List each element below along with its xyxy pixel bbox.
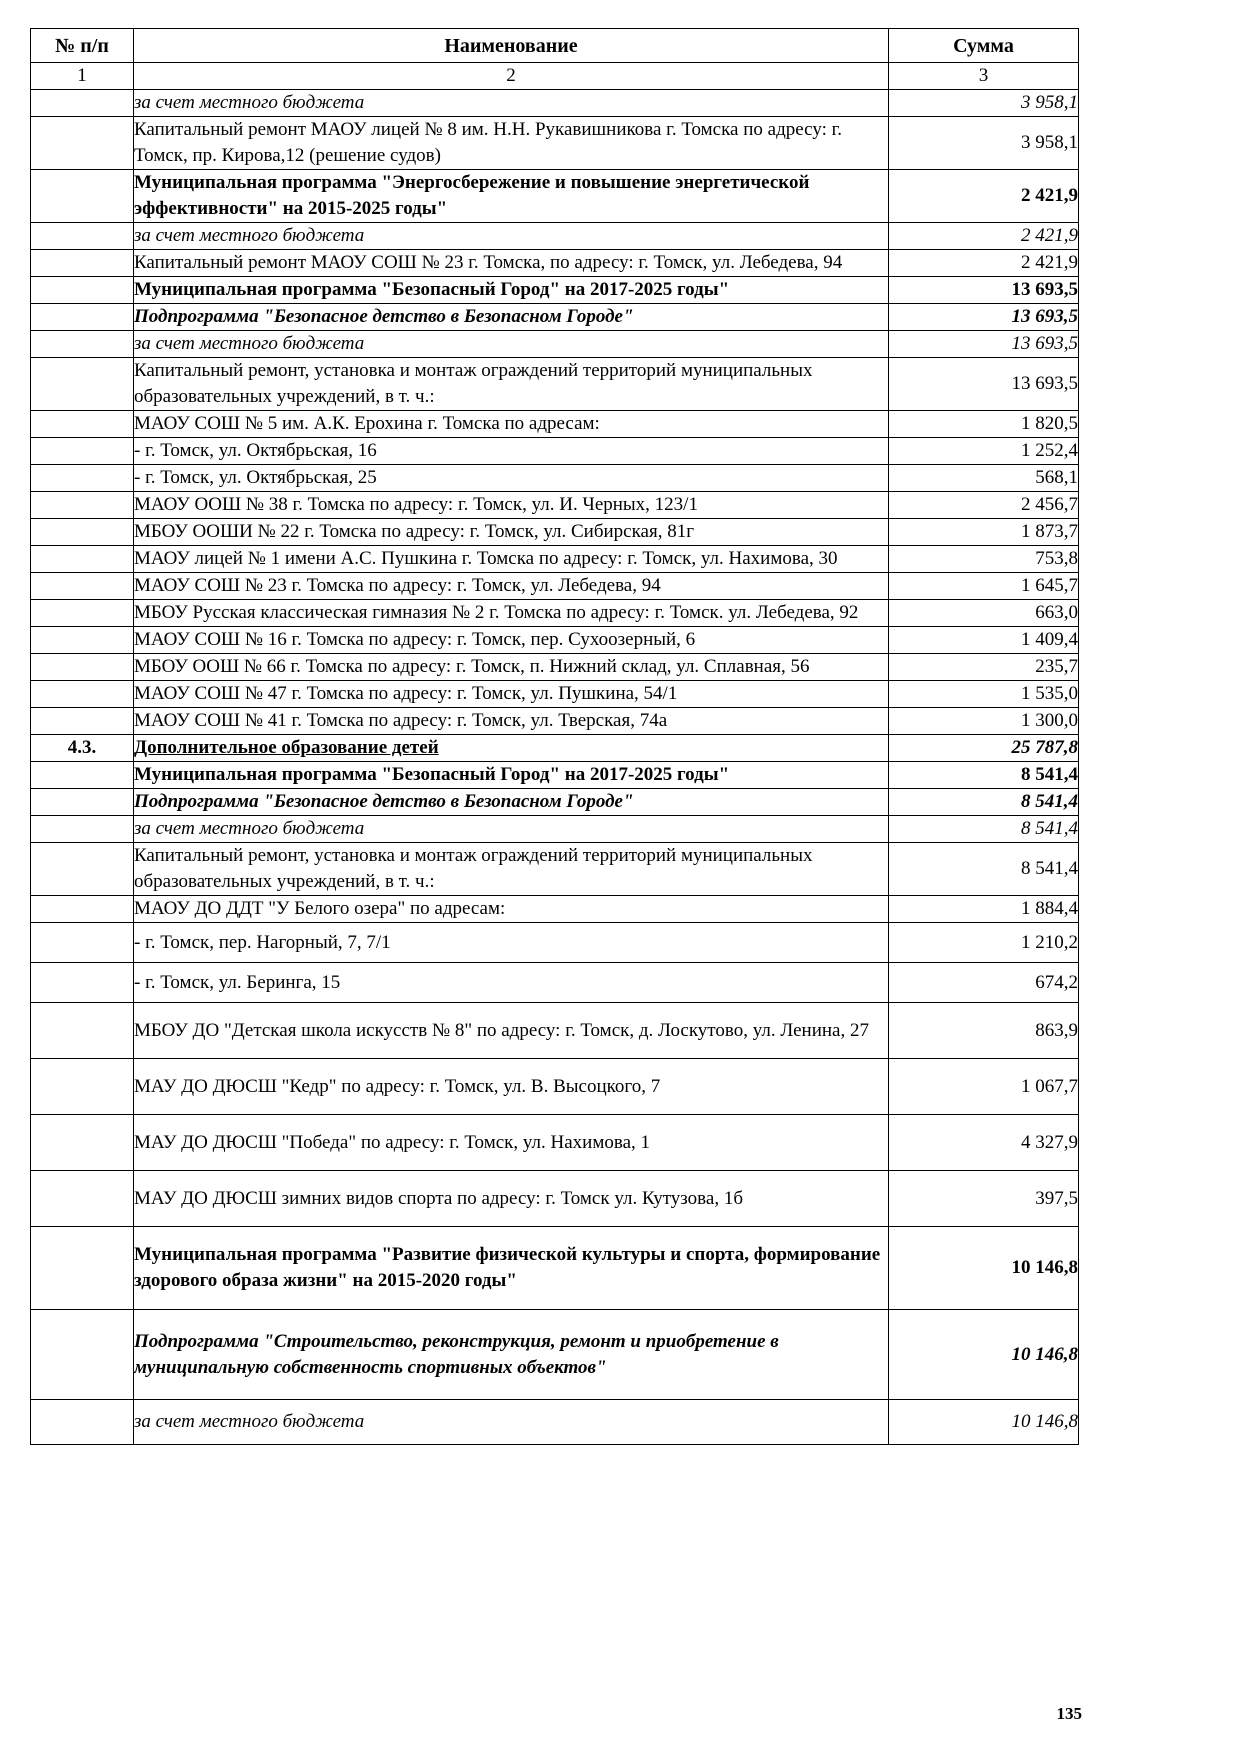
cell-number [31, 896, 134, 923]
cell-sum: 10 146,8 [889, 1227, 1079, 1310]
table-row [31, 411, 1079, 438]
table-row [31, 1115, 1079, 1171]
cell-number [31, 117, 134, 170]
cell-number [31, 1310, 134, 1400]
cell-number [31, 411, 134, 438]
cell-number [31, 1171, 134, 1227]
cell-sum: 10 146,8 [889, 1310, 1079, 1400]
cell-name: - г. Томск, пер. Нагорный, 7, 7/1 [134, 923, 889, 963]
cell-number [31, 358, 134, 411]
cell-name: МБОУ Русская классическая гимназия № 2 г. Томска по адресу: г. Томск. ул. Лебедева, 92 [134, 600, 889, 627]
table-row [31, 90, 1079, 117]
cell-number [31, 304, 134, 331]
cell-number [31, 600, 134, 627]
cell-number [31, 627, 134, 654]
cell-sum: 8 541,4 [889, 789, 1079, 816]
cell-name: МБОУ ООШ № 66 г. Томска по адресу: г. Томск, п. Нижний склад, ул. Сплавная, 56 [134, 654, 889, 681]
cell-sum: 3 958,1 [889, 90, 1079, 117]
cell-sum: 663,0 [889, 600, 1079, 627]
cell-sum: 2 421,9 [889, 170, 1079, 223]
cell-number [31, 843, 134, 896]
cell-number [31, 1227, 134, 1310]
cell-sum: 674,2 [889, 963, 1079, 1003]
cell-name: - г. Томск, ул. Беринга, 15 [134, 963, 889, 1003]
column-header-sum: Сумма [889, 29, 1079, 63]
cell-name: - г. Томск, ул. Октябрьская, 25 [134, 465, 889, 492]
cell-sum: 2 421,9 [889, 223, 1079, 250]
table-row [31, 789, 1079, 816]
cell-sum: 863,9 [889, 1003, 1079, 1059]
cell-number [31, 519, 134, 546]
cell-name: за счет местного бюджета [134, 223, 889, 250]
table-row [31, 1059, 1079, 1115]
cell-name: МАУ ДО ДЮСШ зимних видов спорта по адресу: г. Томск ул. Кутузова, 1б [134, 1171, 889, 1227]
table-row [31, 223, 1079, 250]
cell-sum: 1 300,0 [889, 708, 1079, 735]
cell-name: Капитальный ремонт, установка и монтаж ограждений территорий муниципальных образовательных учреждений, в т. ч.: [134, 358, 889, 411]
cell-sum: 2 421,9 [889, 250, 1079, 277]
cell-name: за счет местного бюджета [134, 816, 889, 843]
cell-sum: 1 884,4 [889, 896, 1079, 923]
table-row [31, 1400, 1079, 1445]
cell-number [31, 438, 134, 465]
cell-name: за счет местного бюджета [134, 90, 889, 117]
cell-name: Капитальный ремонт, установка и монтаж ограждений территорий муниципальных образовательных учреждений, в т. ч.: [134, 843, 889, 896]
table-row [31, 492, 1079, 519]
page-number: 135 [1056, 1704, 1082, 1723]
cell-sum: 1 820,5 [889, 411, 1079, 438]
table-row [31, 438, 1079, 465]
table-row [31, 117, 1079, 170]
table-row [31, 843, 1079, 896]
cell-sum: 3 958,1 [889, 117, 1079, 170]
cell-name: МАУ ДО ДЮСШ "Победа" по адресу: г. Томск, ул. Нахимова, 1 [134, 1115, 889, 1171]
table-body [31, 90, 1079, 1445]
cell-name: Капитальный ремонт МАОУ лицей № 8 им. Н.Н. Рукавишникова г. Томска по адресу: г. Томск, пр. Кирова,12 (решение судов) [134, 117, 889, 170]
table-row [31, 654, 1079, 681]
table-row [31, 519, 1079, 546]
cell-name: МБОУ ДО "Детская школа искусств № 8" по адресу: г. Томск, д. Лоскутово, ул. Ленина, 27 [134, 1003, 889, 1059]
header-row [31, 29, 1079, 63]
table-row [31, 170, 1079, 223]
cell-sum: 1 210,2 [889, 923, 1079, 963]
subheader-row [31, 63, 1079, 90]
column-index-2: 2 [134, 63, 889, 90]
cell-sum: 8 541,4 [889, 816, 1079, 843]
cell-number [31, 492, 134, 519]
cell-sum: 1 067,7 [889, 1059, 1079, 1115]
cell-sum: 13 693,5 [889, 331, 1079, 358]
table-row [31, 358, 1079, 411]
cell-number [31, 465, 134, 492]
table-row [31, 304, 1079, 331]
cell-sum: 1 535,0 [889, 681, 1079, 708]
cell-sum: 753,8 [889, 546, 1079, 573]
cell-number [31, 1059, 134, 1115]
cell-number [31, 90, 134, 117]
cell-sum: 13 693,5 [889, 304, 1079, 331]
cell-number [31, 1003, 134, 1059]
cell-name: МАОУ СОШ № 5 им. А.К. Ерохина г. Томска по адресам: [134, 411, 889, 438]
cell-name: Муниципальная программа "Развитие физической культуры и спорта, формирование здорового образа жизни" на 2015-2020 годы" [134, 1227, 889, 1310]
table-row [31, 546, 1079, 573]
budget-table [30, 28, 1079, 1445]
cell-name: Дополнительное образование детей [134, 735, 889, 762]
cell-name: Подпрограмма "Безопасное детство в Безопасном Городе" [134, 304, 889, 331]
cell-name: Муниципальная программа "Безопасный Город" на 2017-2025 годы" [134, 277, 889, 304]
table-row [31, 627, 1079, 654]
cell-sum: 8 541,4 [889, 843, 1079, 896]
cell-number [31, 789, 134, 816]
cell-sum: 1 252,4 [889, 438, 1079, 465]
column-index-1: 1 [31, 63, 134, 90]
table-head [31, 29, 1079, 90]
table-row [31, 1171, 1079, 1227]
cell-number [31, 923, 134, 963]
table-row [31, 250, 1079, 277]
cell-sum: 10 146,8 [889, 1400, 1079, 1445]
cell-number [31, 654, 134, 681]
cell-sum: 568,1 [889, 465, 1079, 492]
cell-name: Муниципальная программа "Энергосбережение и повышение энергетической эффективности" на 2015-2025 годы" [134, 170, 889, 223]
cell-number [31, 277, 134, 304]
table-row [31, 573, 1079, 600]
table-row [31, 762, 1079, 789]
cell-number [31, 573, 134, 600]
cell-name: МАОУ СОШ № 16 г. Томска по адресу: г. Томск, пер. Сухоозерный, 6 [134, 627, 889, 654]
table-row [31, 1003, 1079, 1059]
cell-name: за счет местного бюджета [134, 331, 889, 358]
cell-name: Муниципальная программа "Безопасный Город" на 2017-2025 годы" [134, 762, 889, 789]
cell-name: МАОУ СОШ № 41 г. Томска по адресу: г. Томск, ул. Тверская, 74а [134, 708, 889, 735]
cell-sum: 397,5 [889, 1171, 1079, 1227]
cell-number [31, 1400, 134, 1445]
cell-name: Капитальный ремонт МАОУ СОШ № 23 г. Томска, по адресу: г. Томск, ул. Лебедева, 94 [134, 250, 889, 277]
table-row [31, 465, 1079, 492]
cell-number [31, 170, 134, 223]
cell-sum: 13 693,5 [889, 358, 1079, 411]
cell-sum: 1 409,4 [889, 627, 1079, 654]
cell-name: Подпрограмма "Безопасное детство в Безопасном Городе" [134, 789, 889, 816]
cell-sum: 4 327,9 [889, 1115, 1079, 1171]
cell-number [31, 681, 134, 708]
cell-number [31, 816, 134, 843]
cell-name: МАОУ СОШ № 23 г. Томска по адресу: г. Томск, ул. Лебедева, 94 [134, 573, 889, 600]
table-row [31, 1310, 1079, 1400]
table-row [31, 331, 1079, 358]
table-row [31, 923, 1079, 963]
cell-number [31, 1115, 134, 1171]
cell-sum: 25 787,8 [889, 735, 1079, 762]
cell-name: Подпрограмма "Строительство, реконструкция, ремонт и приобретение в муниципальную собственность спортивных объектов" [134, 1310, 889, 1400]
table-row [31, 600, 1079, 627]
cell-name: МАОУ ООШ № 38 г. Томска по адресу: г. Томск, ул. И. Черных, 123/1 [134, 492, 889, 519]
column-index-3: 3 [889, 63, 1079, 90]
column-header-num: № п/п [31, 29, 134, 63]
cell-name: МАОУ лицей № 1 имени А.С. Пушкина г. Томска по адресу: г. Томск, ул. Нахимова, 30 [134, 546, 889, 573]
table-row [31, 1227, 1079, 1310]
table-row [31, 963, 1079, 1003]
cell-number [31, 223, 134, 250]
table-row [31, 735, 1079, 762]
cell-sum: 8 541,4 [889, 762, 1079, 789]
column-header-name: Наименование [134, 29, 889, 63]
cell-number: 4.3. [31, 735, 134, 762]
cell-number [31, 762, 134, 789]
cell-sum: 1 645,7 [889, 573, 1079, 600]
table-row [31, 896, 1079, 923]
cell-name: за счет местного бюджета [134, 1400, 889, 1445]
cell-name: МБОУ ООШИ № 22 г. Томска по адресу: г. Томск, ул. Сибирская, 81г [134, 519, 889, 546]
table-row [31, 681, 1079, 708]
cell-number [31, 250, 134, 277]
table-row [31, 277, 1079, 304]
cell-sum: 235,7 [889, 654, 1079, 681]
cell-sum: 13 693,5 [889, 277, 1079, 304]
cell-number [31, 331, 134, 358]
cell-name: - г. Томск, ул. Октябрьская, 16 [134, 438, 889, 465]
cell-name: МАУ ДО ДЮСШ "Кедр" по адресу: г. Томск, ул. В. Высоцкого, 7 [134, 1059, 889, 1115]
cell-name: МАОУ ДО ДДТ "У Белого озера" по адресам: [134, 896, 889, 923]
cell-number [31, 963, 134, 1003]
table-row [31, 708, 1079, 735]
cell-name: МАОУ СОШ № 47 г. Томска по адресу: г. Томск, ул. Пушкина, 54/1 [134, 681, 889, 708]
cell-sum: 2 456,7 [889, 492, 1079, 519]
table-row [31, 816, 1079, 843]
cell-sum: 1 873,7 [889, 519, 1079, 546]
cell-number [31, 708, 134, 735]
cell-number [31, 546, 134, 573]
